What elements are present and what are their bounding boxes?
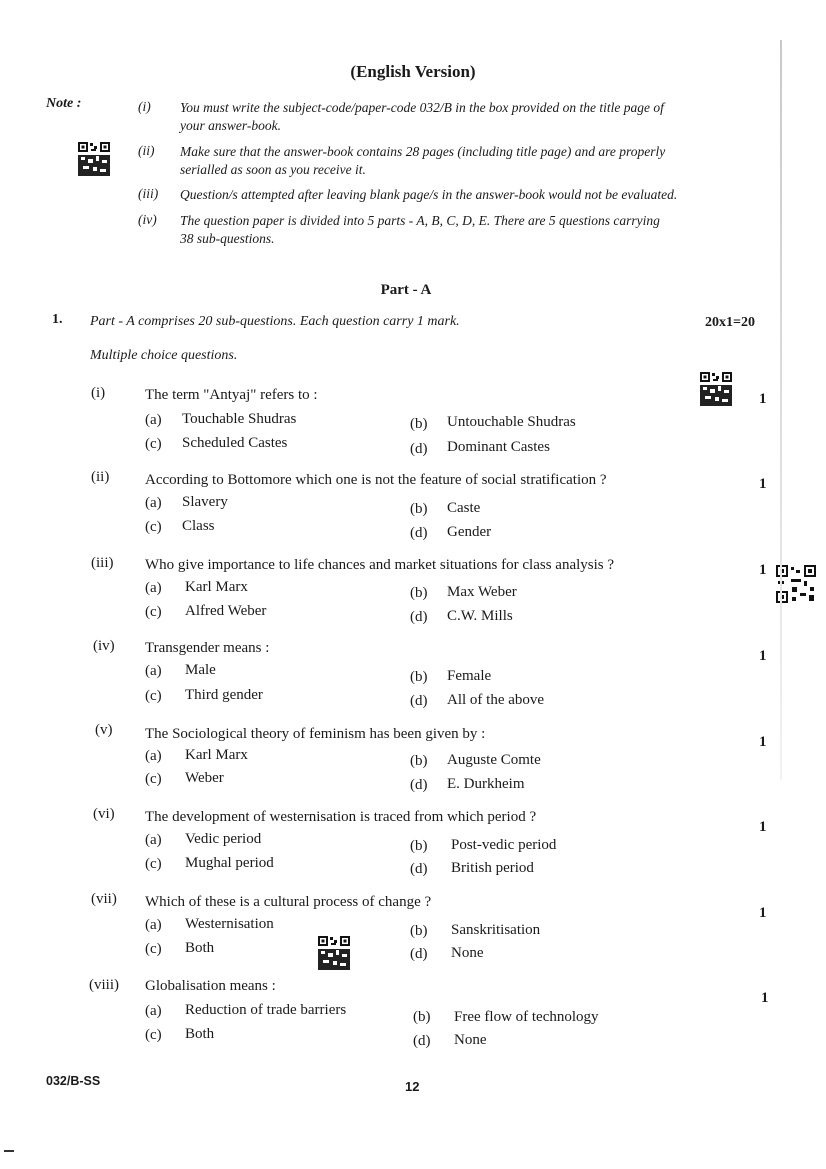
option-text: Westernisation [185, 916, 274, 932]
option-text: Gender [447, 524, 492, 540]
option-text: C.W. Mills [447, 608, 513, 624]
section-subtitle: Multiple choice questions. [90, 348, 238, 363]
option-text: E. Durkheim [447, 776, 525, 792]
sub-question-text: The Sociological theory of feminism has been given by : [145, 726, 486, 742]
option-label: (a) [145, 1003, 162, 1019]
note-item-text: your answer-book. [180, 118, 281, 133]
note-item-text: serialled as soon as you receive it. [180, 162, 366, 177]
option-label: (a) [145, 412, 162, 428]
sub-question-mark: 1 [761, 990, 769, 1006]
sub-question-text: Transgender means : [145, 640, 270, 656]
option-text: Max Weber [447, 584, 517, 600]
option-text: Sanskritisation [451, 922, 541, 938]
option-label: (c) [145, 519, 162, 535]
sub-question-number: (vi) [93, 806, 115, 822]
option-text: Class [182, 518, 215, 534]
option-label: (c) [145, 941, 162, 957]
option-text: Dominant Castes [447, 439, 550, 455]
note-item-num: (iv) [138, 212, 157, 227]
option-label: (a) [145, 917, 162, 933]
option-text: Karl Marx [185, 579, 248, 595]
option-label: (a) [145, 495, 162, 511]
paper-code: 032/B-SS [46, 1074, 101, 1088]
option-text: Untouchable Shudras [447, 414, 576, 430]
option-label: (a) [145, 748, 162, 764]
option-label: (d) [410, 609, 428, 625]
option-label: (c) [145, 604, 162, 620]
option-label: (a) [145, 832, 162, 848]
scan-edge-line [780, 40, 782, 780]
note-item-text: The question paper is divided into 5 parts - A, B, C, D, E. There are 5 questions carrying [180, 213, 660, 228]
sub-question-mark: 1 [759, 476, 767, 492]
option-text: Karl Marx [185, 747, 248, 763]
option-text: Third gender [185, 687, 263, 703]
sub-question-text: Who give importance to life chances and market situations for class analysis ? [145, 557, 615, 573]
option-text: Alfred Weber [185, 603, 267, 619]
sub-question-mark: 1 [759, 819, 767, 835]
option-text: Mughal period [185, 855, 274, 871]
note-label: Note : [46, 96, 82, 111]
option-text: Both [185, 1026, 215, 1042]
sub-question-number: (iv) [93, 638, 115, 654]
scan-speck [4, 1150, 14, 1152]
option-text: Post-vedic period [451, 837, 557, 853]
option-label: (d) [410, 861, 428, 877]
option-label: (c) [145, 1027, 162, 1043]
total-marks: 20x1=20 [705, 315, 755, 330]
note-item-text: Question/s attempted after leaving blank page/s in the answer-book would not be evaluated. [180, 187, 678, 202]
sub-question-text: The term "Antyaj" refers to : [145, 387, 318, 403]
note-item-text: You must write the subject-code/paper-code 032/B in the box provided on the title page of [180, 100, 664, 115]
option-text: All of the above [447, 692, 545, 708]
option-text: Scheduled Castes [182, 435, 288, 451]
option-label: (c) [145, 436, 162, 452]
note-item-num: (i) [138, 99, 151, 114]
qr-code-icon [700, 372, 732, 406]
option-text: Male [185, 662, 216, 678]
sub-question-mark: 1 [759, 734, 767, 750]
question-instructions: Part - A comprises 20 sub-questions. Each question carry 1 mark. [90, 314, 460, 329]
option-label: (b) [413, 1009, 431, 1025]
option-text: Touchable Shudras [182, 411, 297, 427]
note-item-num: (iii) [138, 186, 159, 201]
sub-question-text: The development of westernisation is traced from which period ? [145, 809, 537, 825]
note-item-num: (ii) [138, 143, 155, 158]
option-label: (b) [410, 838, 428, 854]
option-label: (d) [410, 525, 428, 541]
question-number: 1. [52, 312, 63, 327]
sub-question-mark: 1 [759, 391, 767, 407]
option-text: Slavery [182, 494, 228, 510]
part-title: Part - A [380, 282, 432, 298]
option-label: (d) [410, 946, 428, 962]
sub-question-number: (ii) [91, 469, 110, 485]
page-title: (English Version) [350, 62, 476, 81]
option-label: (a) [145, 663, 162, 679]
option-text: None [451, 945, 484, 961]
option-label: (c) [145, 771, 162, 787]
sub-question-number: (iii) [91, 555, 114, 571]
option-text: Vedic period [185, 831, 262, 847]
sub-question-mark: 1 [759, 562, 767, 578]
option-label: (b) [410, 669, 428, 685]
page-number: 12 [405, 1079, 420, 1094]
note-item-text: Make sure that the answer-book contains 28 pages (including title page) and are properly [180, 144, 666, 159]
option-label: (b) [410, 501, 428, 517]
option-label: (d) [410, 777, 428, 793]
option-text: Female [447, 668, 492, 684]
option-text: Reduction of trade barriers [185, 1002, 347, 1018]
option-text: Auguste Comte [447, 752, 541, 768]
option-label: (c) [145, 856, 162, 872]
option-label: (d) [410, 693, 428, 709]
option-label: (b) [410, 753, 428, 769]
option-label: (b) [410, 585, 428, 601]
sub-question-number: (i) [91, 385, 106, 401]
qr-code-icon [318, 936, 350, 970]
option-text: Caste [447, 500, 481, 516]
sub-question-number: (vii) [91, 891, 117, 907]
option-label: (b) [410, 923, 428, 939]
qr-code-icon [78, 142, 110, 176]
option-text: Weber [185, 770, 224, 786]
option-text: Both [185, 940, 215, 956]
sub-question-text: According to Bottomore which one is not the feature of social stratification ? [145, 472, 607, 488]
option-label: (d) [413, 1033, 431, 1049]
option-label: (a) [145, 580, 162, 596]
sub-question-number: (v) [95, 722, 113, 738]
sub-question-text: Globalisation means : [145, 978, 276, 994]
note-item-text: 38 sub-questions. [180, 231, 275, 246]
sub-question-text: Which of these is a cultural process of change ? [145, 894, 432, 910]
option-label: (d) [410, 441, 428, 457]
sub-question-mark: 1 [759, 905, 767, 921]
option-text: None [454, 1032, 487, 1048]
option-text: Free flow of technology [454, 1009, 599, 1025]
qr-code-icon [776, 565, 816, 603]
option-label: (c) [145, 688, 162, 704]
sub-question-mark: 1 [759, 648, 767, 664]
option-text: British period [451, 860, 534, 876]
option-label: (b) [410, 416, 428, 432]
sub-question-number: (viii) [89, 977, 119, 993]
